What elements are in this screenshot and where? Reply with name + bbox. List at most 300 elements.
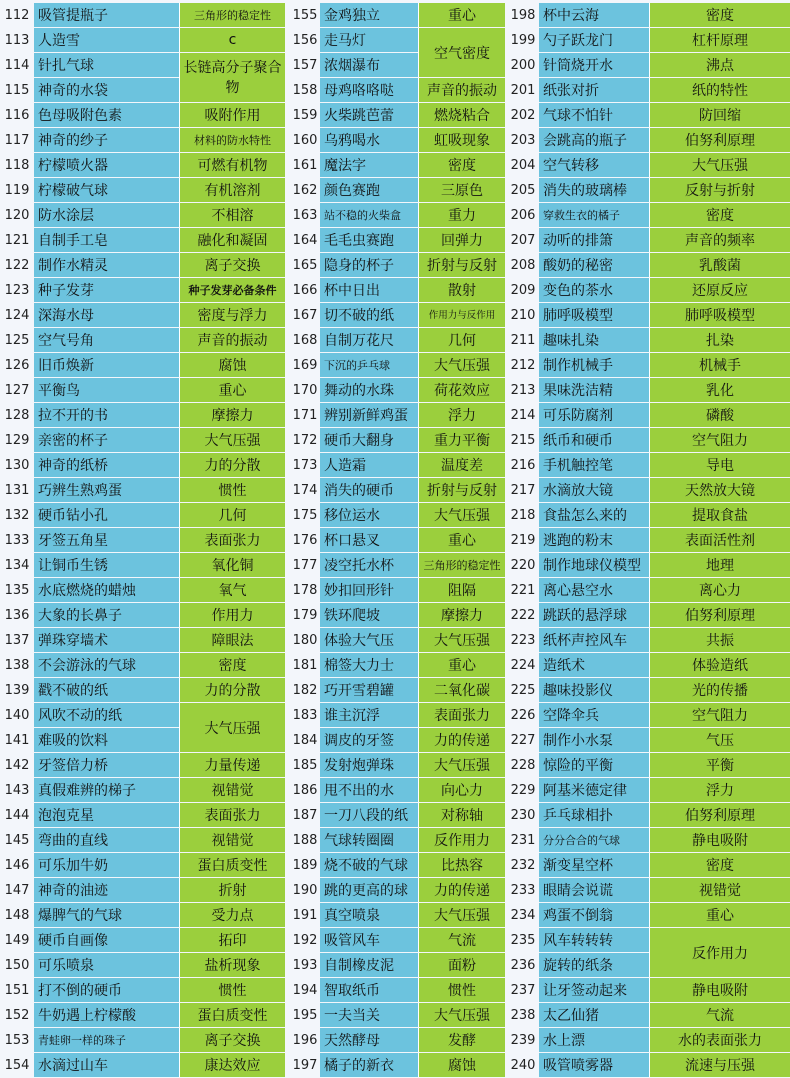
- science-concept: 重心: [418, 3, 505, 27]
- experiment-name: 制作小水泵: [539, 728, 649, 752]
- experiment-name: 泡泡克星: [34, 803, 179, 827]
- experiment-name: 爆脾气的气球: [34, 903, 179, 927]
- experiment-name: 移位运水: [320, 503, 418, 527]
- science-concept: 静电吸附: [649, 978, 790, 1002]
- science-concept: 长链高分子聚合物: [179, 53, 285, 102]
- table-row: [290, 303, 505, 327]
- experiment-number: 179: [292, 607, 318, 623]
- experiment-number: 182: [292, 682, 318, 698]
- experiment-number: 134: [4, 557, 30, 573]
- experiment-number: 181: [292, 657, 318, 673]
- experiment-name: 穿救生衣的橘子: [539, 203, 649, 227]
- experiment-number: 186: [292, 782, 318, 798]
- science-concept: 惯性: [418, 978, 505, 1002]
- experiment-name: 难吸的饮料: [34, 728, 179, 752]
- table-row: [290, 228, 505, 252]
- table-row: [0, 953, 285, 977]
- column-1: [0, 2, 285, 1078]
- science-concept: 受力点: [179, 903, 285, 927]
- table-row: [0, 428, 285, 452]
- experiment-number: 200: [510, 57, 536, 73]
- science-concept: 沸点: [649, 53, 790, 77]
- experiment-number: 152: [4, 1007, 30, 1023]
- science-concept: 视错觉: [179, 778, 285, 802]
- experiment-name: 空气转移: [539, 153, 649, 177]
- experiment-number: 162: [292, 182, 318, 198]
- experiment-name: 硬币大翻身: [320, 428, 418, 452]
- experiment-name: 发射炮弹珠: [320, 753, 418, 777]
- experiment-name: 浓烟瀑布: [320, 53, 418, 77]
- experiment-number: 148: [4, 907, 30, 923]
- table-row: [507, 628, 790, 652]
- experiment-name: 母鸡咯咯哒: [320, 78, 418, 102]
- experiment-name: 旋转的纸条: [539, 953, 649, 977]
- experiment-name: 真假难辨的梯子: [34, 778, 179, 802]
- experiment-name: 硬币自画像: [34, 928, 179, 952]
- experiment-number: 240: [510, 1057, 536, 1073]
- experiment-number: 172: [292, 432, 318, 448]
- experiment-name: 舞动的水珠: [320, 378, 418, 402]
- experiment-number: 178: [292, 582, 318, 598]
- science-concept: 二氧化碳: [418, 678, 505, 702]
- table-row: [290, 328, 505, 352]
- table-row: [290, 978, 505, 1002]
- table-row: [290, 903, 505, 927]
- experiment-number: 177: [292, 557, 318, 573]
- experiment-name: 天然酵母: [320, 1028, 418, 1052]
- table-row: [0, 403, 285, 427]
- experiment-number: 123: [4, 282, 30, 298]
- science-concept: 反作用力: [418, 828, 505, 852]
- experiment-number: 206: [510, 207, 536, 223]
- science-concept: 种子发芽必备条件: [179, 278, 285, 302]
- science-concept: 燃烧粘合: [418, 103, 505, 127]
- science-concept: 几何: [418, 328, 505, 352]
- experiment-name: 神奇的纱子: [34, 128, 179, 152]
- science-concept: 重心: [418, 528, 505, 552]
- science-concept: 发酵: [418, 1028, 505, 1052]
- experiment-number: 227: [510, 732, 536, 748]
- science-concept: 扎染: [649, 328, 790, 352]
- table-row: [290, 203, 505, 227]
- experiment-number: 208: [510, 257, 536, 273]
- experiment-name: 走马灯: [320, 28, 418, 52]
- experiment-number: 116: [4, 107, 30, 123]
- table-row: [507, 853, 790, 877]
- experiment-name: 纸币和硬币: [539, 428, 649, 452]
- science-concept: 作用力与反作用: [418, 303, 505, 327]
- experiment-name: 硬币钻小孔: [34, 503, 179, 527]
- table-row: [507, 1003, 790, 1027]
- experiment-name: 杯中云海: [539, 3, 649, 27]
- experiment-number: 199: [510, 32, 536, 48]
- experiment-name: 动听的排箫: [539, 228, 649, 252]
- experiment-name: 牛奶遇上柠檬酸: [34, 1003, 179, 1027]
- experiment-name: 纸张对折: [539, 78, 649, 102]
- science-concept: 乳酸菌: [649, 253, 790, 277]
- experiment-number: 226: [510, 707, 536, 723]
- experiment-number: 204: [510, 157, 536, 173]
- experiment-name: 切不破的纸: [320, 303, 418, 327]
- experiment-name: 下沉的乒乓球: [320, 353, 418, 377]
- science-concept: 重力: [418, 203, 505, 227]
- science-concept: 声音的振动: [179, 328, 285, 352]
- table-row: [507, 453, 790, 477]
- experiment-name: 肺呼吸模型: [539, 303, 649, 327]
- table-row: [0, 153, 285, 177]
- experiment-name: 吸管提瓶子: [34, 3, 179, 27]
- science-concept: 反作用力: [649, 928, 790, 977]
- experiment-name: 空降伞兵: [539, 703, 649, 727]
- science-concept: 腐蚀: [179, 353, 285, 377]
- science-concept: 有机溶剂: [179, 178, 285, 202]
- table-row: [0, 803, 285, 827]
- table-row: [0, 178, 285, 202]
- table-row: [507, 1053, 790, 1077]
- experiment-name: 拉不开的书: [34, 403, 179, 427]
- experiment-name: 太乙仙猪: [539, 1003, 649, 1027]
- table-row: [507, 728, 790, 752]
- table-row: [0, 553, 285, 577]
- table-row: [0, 478, 285, 502]
- experiment-name: 烧不破的气球: [320, 853, 418, 877]
- table-row: [507, 828, 790, 852]
- experiment-name: 甩不出的水: [320, 778, 418, 802]
- science-concept: 蛋白质变性: [179, 853, 285, 877]
- science-concept: 空气阻力: [649, 428, 790, 452]
- table-row: [290, 928, 505, 952]
- science-concept: 折射: [179, 878, 285, 902]
- experiment-name: 旧币焕新: [34, 353, 179, 377]
- experiment-name: 体验大气压: [320, 628, 418, 652]
- experiment-number: 198: [510, 7, 536, 23]
- experiment-number: 202: [510, 107, 536, 123]
- science-concept: 空气阻力: [649, 703, 790, 727]
- table-row: [290, 428, 505, 452]
- experiment-number: 164: [292, 232, 318, 248]
- table-row: [0, 853, 285, 877]
- science-concept: 可燃有机物: [179, 153, 285, 177]
- science-concept: 材料的防水特性: [179, 128, 285, 152]
- experiment-number: 136: [4, 607, 30, 623]
- experiment-number: 117: [4, 132, 30, 148]
- experiment-name: 自制万花尺: [320, 328, 418, 352]
- table-row: [0, 228, 285, 252]
- experiment-name: 颜色赛跑: [320, 178, 418, 202]
- experiment-name: 制作水精灵: [34, 253, 179, 277]
- science-concept: 静电吸附: [649, 828, 790, 852]
- science-concept: 机械手: [649, 353, 790, 377]
- experiment-number: 180: [292, 632, 318, 648]
- table-row: [290, 778, 505, 802]
- table-row: [290, 153, 505, 177]
- experiment-name: 一夫当关: [320, 1003, 418, 1027]
- table-row: [507, 678, 790, 702]
- experiment-number: 129: [4, 432, 30, 448]
- experiment-number: 122: [4, 257, 30, 273]
- experiment-number: 194: [292, 982, 318, 998]
- science-concept: 向心力: [418, 778, 505, 802]
- experiment-number: 124: [4, 307, 30, 323]
- table-row: [290, 603, 505, 627]
- experiment-number: 159: [292, 107, 318, 123]
- experiment-number: 230: [510, 807, 536, 823]
- science-concept: 腐蚀: [418, 1053, 505, 1077]
- experiment-number: 115: [4, 82, 30, 98]
- experiment-number: 213: [510, 382, 536, 398]
- science-concept: 几何: [179, 503, 285, 527]
- science-concept: 浮力: [418, 403, 505, 427]
- science-concept: 密度: [649, 203, 790, 227]
- table-row: [290, 853, 505, 877]
- experiment-number: 211: [510, 332, 536, 348]
- table-row: [290, 1028, 505, 1052]
- science-concept: 对称轴: [418, 803, 505, 827]
- experiment-name: 青蛙卵一样的珠子: [34, 1028, 179, 1052]
- science-concept: 伯努利原理: [649, 128, 790, 152]
- experiment-number: 119: [4, 182, 30, 198]
- experiment-name: 智取纸币: [320, 978, 418, 1002]
- experiment-number: 233: [510, 882, 536, 898]
- table-row: [290, 478, 505, 502]
- experiment-name: 会跳高的瓶子: [539, 128, 649, 152]
- experiment-number: 188: [292, 832, 318, 848]
- experiment-number: 231: [510, 832, 536, 848]
- science-concept: 三原色: [418, 178, 505, 202]
- experiment-number: 150: [4, 957, 30, 973]
- experiment-number: 171: [292, 407, 318, 423]
- table-row: [290, 803, 505, 827]
- experiment-number: 144: [4, 807, 30, 823]
- experiment-name: 针扎气球: [34, 53, 179, 77]
- experiment-number: 229: [510, 782, 536, 798]
- experiment-number: 220: [510, 557, 536, 573]
- experiment-number: 165: [292, 257, 318, 273]
- experiment-name: 人造霜: [320, 453, 418, 477]
- science-concept: 折射与反射: [418, 253, 505, 277]
- science-concept: 还原反应: [649, 278, 790, 302]
- experiment-number: 209: [510, 282, 536, 298]
- science-concept: 大气压强: [418, 628, 505, 652]
- experiment-name: 巧辨生熟鸡蛋: [34, 478, 179, 502]
- experiment-number: 217: [510, 482, 536, 498]
- experiment-name: 手机触控笔: [539, 453, 649, 477]
- experiment-number: 138: [4, 657, 30, 673]
- table-row: [507, 278, 790, 302]
- science-concept: 吸附作用: [179, 103, 285, 127]
- table-row: [290, 103, 505, 127]
- table-row: [290, 28, 505, 52]
- table-row: [507, 378, 790, 402]
- science-concept: 密度: [649, 3, 790, 27]
- experiment-name: 种子发芽: [34, 278, 179, 302]
- science-concept: 表面张力: [179, 528, 285, 552]
- experiment-name: 吸管喷雾器: [539, 1053, 649, 1077]
- experiment-number: 137: [4, 632, 30, 648]
- experiment-number: 126: [4, 357, 30, 373]
- experiment-name: 谁主沉浮: [320, 703, 418, 727]
- experiment-name: 让铜币生锈: [34, 553, 179, 577]
- science-concept: 表面活性剂: [649, 528, 790, 552]
- science-concept: 力的分散: [179, 453, 285, 477]
- science-concept: 大气压强: [418, 1003, 505, 1027]
- experiment-number: 149: [4, 932, 30, 948]
- experiment-name: 铁环爬坡: [320, 603, 418, 627]
- experiment-name: 跳的更高的球: [320, 878, 418, 902]
- table-row: [507, 403, 790, 427]
- experiment-number: 207: [510, 232, 536, 248]
- science-concept: 密度: [179, 653, 285, 677]
- table-row: [507, 353, 790, 377]
- table-row: [0, 353, 285, 377]
- table-row: [0, 653, 285, 677]
- table-row: [507, 978, 790, 1002]
- table-row: [507, 203, 790, 227]
- science-concept: 声音的振动: [418, 78, 505, 102]
- science-concept: 纸的特性: [649, 78, 790, 102]
- table-row: [507, 528, 790, 552]
- science-concept: 力的分散: [179, 678, 285, 702]
- science-concept: 散射: [418, 278, 505, 302]
- table-row: [507, 128, 790, 152]
- experiment-name: 真空喷泉: [320, 903, 418, 927]
- science-concept: 大气压强: [418, 353, 505, 377]
- table-row: [0, 328, 285, 352]
- science-concept: 大气压强: [418, 503, 505, 527]
- science-concept: 温度差: [418, 453, 505, 477]
- experiment-name: 气球不怕针: [539, 103, 649, 127]
- science-concept: 折射与反射: [418, 478, 505, 502]
- experiment-name: 牙签倍力桥: [34, 753, 179, 777]
- table-row: [507, 578, 790, 602]
- experiment-name: 橘子的新衣: [320, 1053, 418, 1077]
- science-concept: 空气密度: [418, 28, 505, 77]
- experiment-number: 183: [292, 707, 318, 723]
- science-concept: 视错觉: [179, 828, 285, 852]
- experiment-number: 237: [510, 982, 536, 998]
- science-concept: 蛋白质变性: [179, 1003, 285, 1027]
- experiment-number: 185: [292, 757, 318, 773]
- experiment-number: 225: [510, 682, 536, 698]
- experiment-number: 222: [510, 607, 536, 623]
- experiment-name: 柠檬喷火器: [34, 153, 179, 177]
- experiment-number: 167: [292, 307, 318, 323]
- experiment-name: 惊险的平衡: [539, 753, 649, 777]
- science-concept: 大气压强: [179, 703, 285, 752]
- experiment-number: 176: [292, 532, 318, 548]
- table-row: [0, 203, 285, 227]
- experiment-number: 228: [510, 757, 536, 773]
- table-row: [0, 278, 285, 302]
- science-concept: 离子交换: [179, 253, 285, 277]
- experiment-number: 120: [4, 207, 30, 223]
- experiment-name: 自制手工皂: [34, 228, 179, 252]
- experiment-name: 神奇的水袋: [34, 78, 179, 102]
- experiment-number: 190: [292, 882, 318, 898]
- experiment-number: 168: [292, 332, 318, 348]
- experiment-name: 制作机械手: [539, 353, 649, 377]
- science-concept: 盐析现象: [179, 953, 285, 977]
- science-concept: 表面张力: [418, 703, 505, 727]
- experiment-number: 125: [4, 332, 30, 348]
- science-concept: 乳化: [649, 378, 790, 402]
- table-row: [0, 303, 285, 327]
- experiment-name: 亲密的杯子: [34, 428, 179, 452]
- science-concept: 体验造纸: [649, 653, 790, 677]
- experiment-number: 127: [4, 382, 30, 398]
- table-row: [0, 1053, 285, 1077]
- science-concept: 密度: [418, 153, 505, 177]
- experiment-number: 223: [510, 632, 536, 648]
- experiment-name: 弯曲的直线: [34, 828, 179, 852]
- experiment-number: 184: [292, 732, 318, 748]
- table-row: [290, 953, 505, 977]
- science-concept: 磷酸: [649, 403, 790, 427]
- experiment-number: 210: [510, 307, 536, 323]
- experiment-number: 195: [292, 1007, 318, 1023]
- science-concept: 光的传播: [649, 678, 790, 702]
- experiment-number: 153: [4, 1032, 30, 1048]
- table-row: [0, 1028, 285, 1052]
- table-row: [507, 903, 790, 927]
- science-concept: 视错觉: [649, 878, 790, 902]
- experiment-number: 160: [292, 132, 318, 148]
- experiment-number: 121: [4, 232, 30, 248]
- experiment-number: 145: [4, 832, 30, 848]
- table-row: [0, 378, 285, 402]
- science-concept: 防回缩: [649, 103, 790, 127]
- table-row: [290, 728, 505, 752]
- science-concept: 密度: [649, 853, 790, 877]
- experiment-name: 气球转圈圈: [320, 828, 418, 852]
- experiment-number: 189: [292, 857, 318, 873]
- experiment-number: 187: [292, 807, 318, 823]
- experiment-number: 157: [292, 57, 318, 73]
- table-row: [507, 53, 790, 77]
- experiment-name: 让牙签动起来: [539, 978, 649, 1002]
- experiment-number: 239: [510, 1032, 536, 1048]
- experiment-name: 神奇的纸桥: [34, 453, 179, 477]
- table-row: [0, 578, 285, 602]
- experiment-number: 118: [4, 157, 30, 173]
- table-row: [0, 103, 285, 127]
- experiment-number: 133: [4, 532, 30, 548]
- table-row: [0, 253, 285, 277]
- table-row: [507, 28, 790, 52]
- table-row: [290, 403, 505, 427]
- experiment-number: 234: [510, 907, 536, 923]
- science-concept: 流速与压强: [649, 1053, 790, 1077]
- experiment-number: 236: [510, 957, 536, 973]
- experiment-name: 逃跑的粉末: [539, 528, 649, 552]
- table-row: [290, 1003, 505, 1027]
- table-row: [290, 578, 505, 602]
- table-row: [507, 653, 790, 677]
- experiment-name: 鸡蛋不倒翁: [539, 903, 649, 927]
- experiment-number: 203: [510, 132, 536, 148]
- science-concept: 提取食盐: [649, 503, 790, 527]
- table-row: [0, 678, 285, 702]
- experiment-number: 132: [4, 507, 30, 523]
- experiment-number: 112: [4, 7, 30, 23]
- science-concept: 气压: [649, 728, 790, 752]
- experiment-name: 果味洗洁精: [539, 378, 649, 402]
- experiment-name: 酸奶的秘密: [539, 253, 649, 277]
- experiment-number: 192: [292, 932, 318, 948]
- experiment-number: 154: [4, 1057, 30, 1073]
- table-row: [290, 753, 505, 777]
- experiment-number: 201: [510, 82, 536, 98]
